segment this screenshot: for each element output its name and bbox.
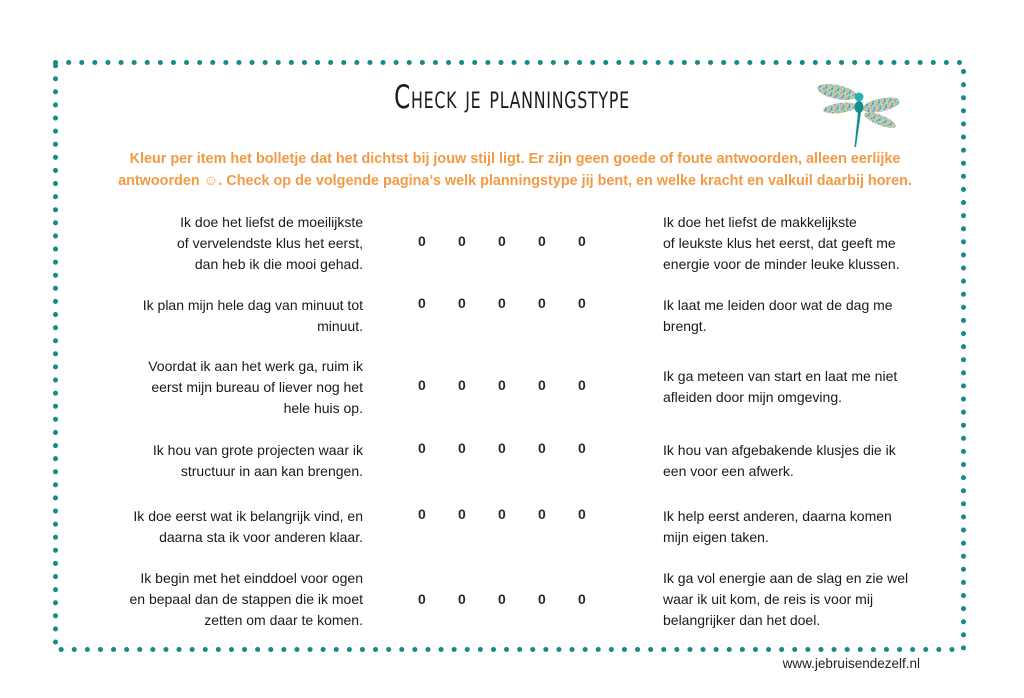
rating-option-2[interactable]: 0 [458,440,466,456]
statement-line: minuut. [317,318,363,334]
right-statement [663,440,963,482]
statement-line: een voor een afwerk. [663,463,794,479]
instructions-text [80,148,950,192]
statement-line: brengt. [663,318,707,334]
statement-line: Ik hou van grote projecten waar ik [152,442,363,458]
statement-line: Ik hou van afgebakende klusjes die ik [663,442,896,458]
rating-option-1[interactable]: 0 [418,440,426,456]
statement-line: structuur in aan kan brengen. [180,463,363,479]
statement-line: mijn eigen taken. [663,529,769,545]
statement-line: Ik doe het liefst de makkelijkste [663,214,857,230]
rating-scale [418,440,618,456]
rating-option-4[interactable]: 0 [538,233,546,249]
rating-option-2[interactable]: 0 [458,506,466,522]
rating-option-3[interactable]: 0 [498,233,506,249]
rating-option-3[interactable]: 0 [498,591,506,607]
rating-scale [418,377,618,393]
rating-option-5[interactable]: 0 [578,233,586,249]
rating-option-3[interactable]: 0 [498,440,506,456]
rating-option-5[interactable]: 0 [578,295,586,311]
right-statement [663,295,963,337]
statement-line: afleiden door mijn omgeving. [663,389,842,405]
statement-line: Ik doe het liefst de moeilijkste [180,214,363,230]
rating-option-2[interactable]: 0 [458,233,466,249]
rating-option-1[interactable]: 0 [418,377,426,393]
rating-option-4[interactable]: 0 [538,377,546,393]
left-statement [73,212,363,275]
right-statement [663,506,963,548]
instructions-line-1: Kleur per item het bolletje dat het dichtst bij jouw stijl ligt. Er zijn geen goede of foute antwoorden, alleen eerlijke [129,151,901,167]
rating-scale [418,591,618,607]
statement-line: zetten om daar te komen. [204,612,363,628]
statement-line: of leukste klus het eerst, dat geeft me [663,235,896,251]
right-statement [663,212,963,275]
rating-option-2[interactable]: 0 [458,295,466,311]
rating-option-3[interactable]: 0 [498,295,506,311]
statement-line: dan heb ik die mooi gehad. [194,256,363,272]
rating-option-1[interactable]: 0 [418,506,426,522]
rating-option-5[interactable]: 0 [578,377,586,393]
statement-line: energie voor de minder leuke klussen. [663,256,900,272]
rating-option-3[interactable]: 0 [498,506,506,522]
statement-line: Ik laat me leiden door wat de dag me [663,297,893,313]
right-statement [663,366,963,408]
statement-line: en bepaal dan de stappen die ik moet [129,591,363,607]
rating-scale [418,233,618,249]
website-link[interactable]: www.jebruisendezelf.nl [782,656,920,671]
rating-option-1[interactable]: 0 [418,295,426,311]
left-statement [73,506,363,548]
rating-option-4[interactable]: 0 [538,591,546,607]
statement-line: Ik plan mijn hele dag van minuut tot [142,297,363,313]
page-title: Check je planningstype [394,78,630,116]
rating-option-5[interactable]: 0 [578,506,586,522]
rating-option-4[interactable]: 0 [538,440,546,456]
statement-line: eerst mijn bureau of liever nog het [151,379,363,395]
statement-line: daarna sta ik voor anderen klaar. [159,529,363,545]
statement-line: of vervelendste klus het eerst, [177,235,363,251]
instructions-line-2: antwoorden ☺. Check op de volgende pagina’s welk planningstype jij bent, en welke kracht en valkuil daarbij horen. [118,173,912,189]
rating-option-5[interactable]: 0 [578,591,586,607]
statement-line: waar ik uit kom, de reis is voor mij [663,591,874,607]
rating-scale [418,506,618,522]
rating-option-1[interactable]: 0 [418,591,426,607]
left-statement [73,440,363,482]
statement-line: hele huis op. [283,400,363,416]
rating-option-5[interactable]: 0 [578,440,586,456]
statement-line: Ik ga vol energie aan de slag en zie wel [663,570,909,586]
statement-line: belangrijker dan het doel. [663,612,821,628]
statement-line: Ik begin met het einddoel voor ogen [140,570,363,586]
rating-option-2[interactable]: 0 [458,591,466,607]
rating-option-3[interactable]: 0 [498,377,506,393]
rating-option-2[interactable]: 0 [458,377,466,393]
statement-line: Ik help eerst anderen, daarna komen [663,508,892,524]
statement-line: Ik doe eerst wat ik belangrijk vind, en [133,508,363,524]
right-statement [663,568,963,631]
statement-line: Voordat ik aan het werk ga, ruim ik [148,358,363,374]
rating-option-4[interactable]: 0 [538,295,546,311]
rating-scale [418,295,618,311]
rating-option-4[interactable]: 0 [538,506,546,522]
statement-line: Ik ga meteen van start en laat me niet [663,368,898,384]
left-statement [73,568,363,631]
rating-option-1[interactable]: 0 [418,233,426,249]
left-statement [73,295,363,337]
dragonfly-icon [815,75,905,150]
left-statement [73,356,363,419]
